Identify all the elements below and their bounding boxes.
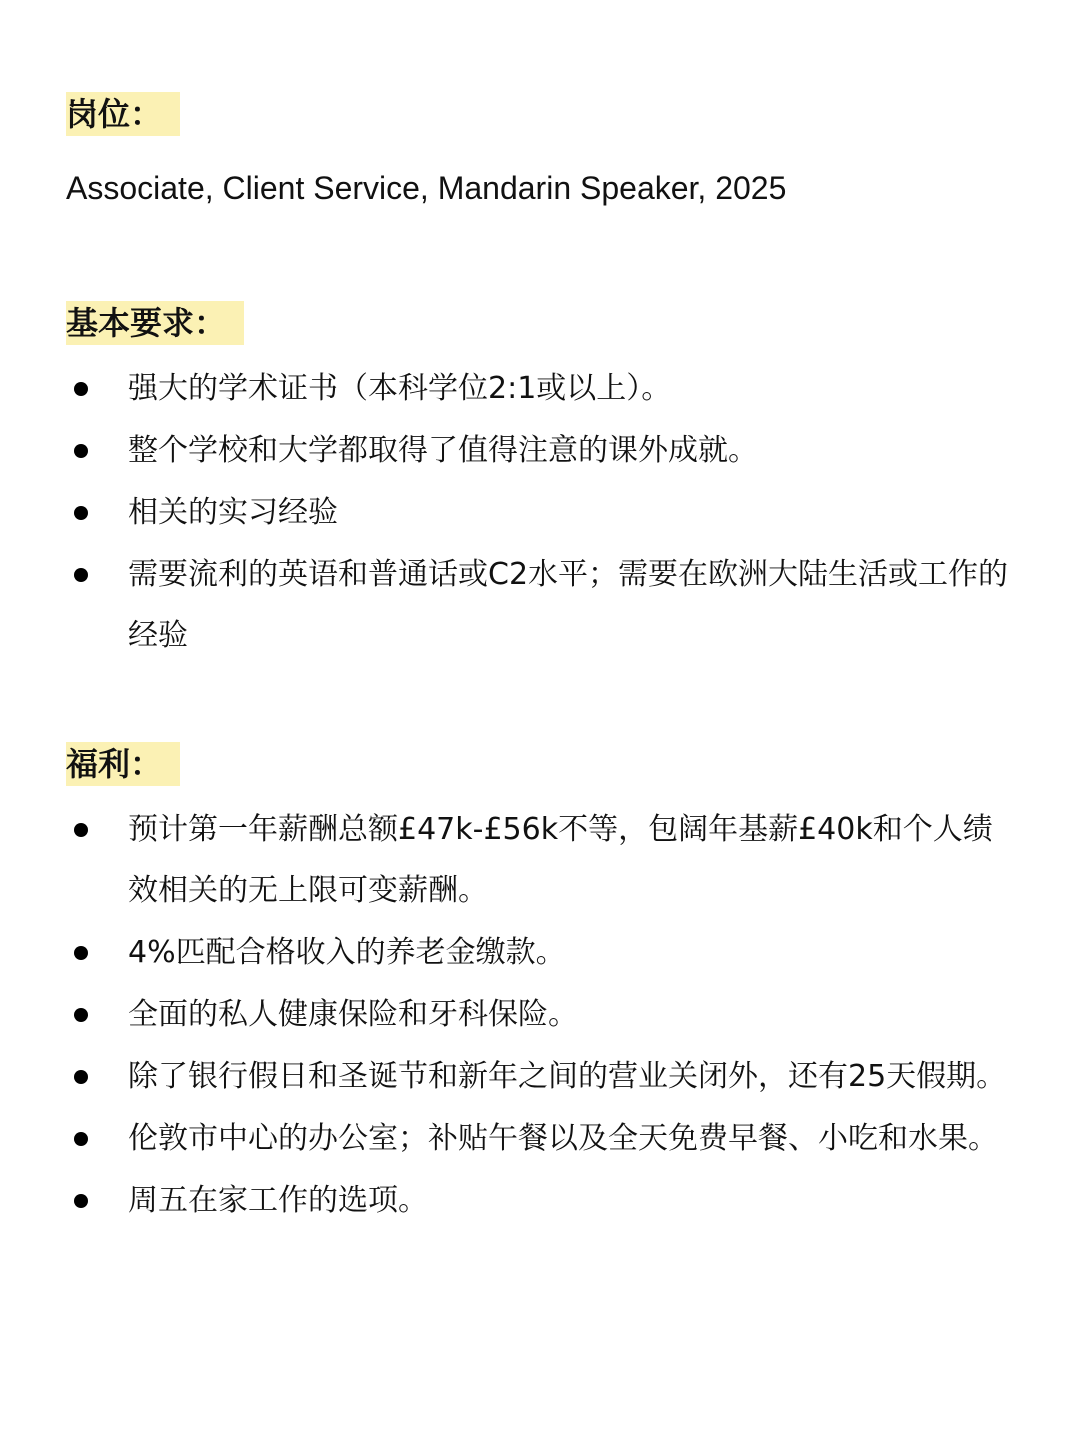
benefit-text: 周五在家工作的选项。 [128, 1183, 428, 1218]
bullet-icon [74, 382, 88, 396]
list-item [0, 799, 1080, 921]
benefit-text: 预计第一年薪酬总额£47k-£56k不等，包阔年基薪£40k和个人绩效相关的无上限可变薪酬。 [128, 812, 993, 908]
requirement-text: 需要流利的英语和普通话或C2水平；需要在欧洲大陆生活或工作的经验 [128, 557, 1009, 653]
position-heading: 岗位： [66, 92, 180, 136]
requirement-text: 相关的实习经验 [128, 495, 338, 530]
requirement-text: 整个学校和大学都取得了值得注意的课外成就。 [128, 433, 758, 468]
bullet-icon [74, 1070, 88, 1084]
bullet-icon [74, 506, 88, 520]
list-item [0, 482, 1080, 543]
list-item [0, 922, 1080, 983]
bullet-icon [74, 444, 88, 458]
requirement-text: 强大的学术证书（本科学位2:1或以上）。 [128, 371, 672, 406]
bullet-icon [74, 946, 88, 960]
benefit-text: 伦敦市中心的办公室；补贴午餐以及全天免费早餐、小吃和水果。 [128, 1121, 998, 1156]
requirements-heading: 基本要求： [66, 301, 244, 345]
list-item [0, 1046, 1080, 1107]
bullet-icon [74, 1194, 88, 1208]
bullet-icon [74, 1132, 88, 1146]
benefit-text: 4%匹配合格收入的养老金缴款。 [128, 935, 566, 970]
benefits-list [0, 799, 1080, 1232]
list-item [0, 984, 1080, 1045]
bullet-icon [74, 568, 88, 582]
benefits-heading: 福利： [66, 742, 180, 786]
list-item [0, 420, 1080, 481]
list-item [0, 1108, 1080, 1169]
bullet-icon [74, 823, 88, 837]
benefit-text: 除了银行假日和圣诞节和新年之间的营业关闭外，还有25天假期。 [128, 1059, 1007, 1094]
bullet-icon [74, 1008, 88, 1022]
list-item [0, 1170, 1080, 1231]
list-item [0, 358, 1080, 419]
position-title: Associate, Client Service, Mandarin Speaker, 2025 [66, 170, 787, 206]
list-item [0, 544, 1080, 666]
requirements-list [0, 358, 1080, 667]
benefit-text: 全面的私人健康保险和牙科保险。 [128, 997, 578, 1032]
